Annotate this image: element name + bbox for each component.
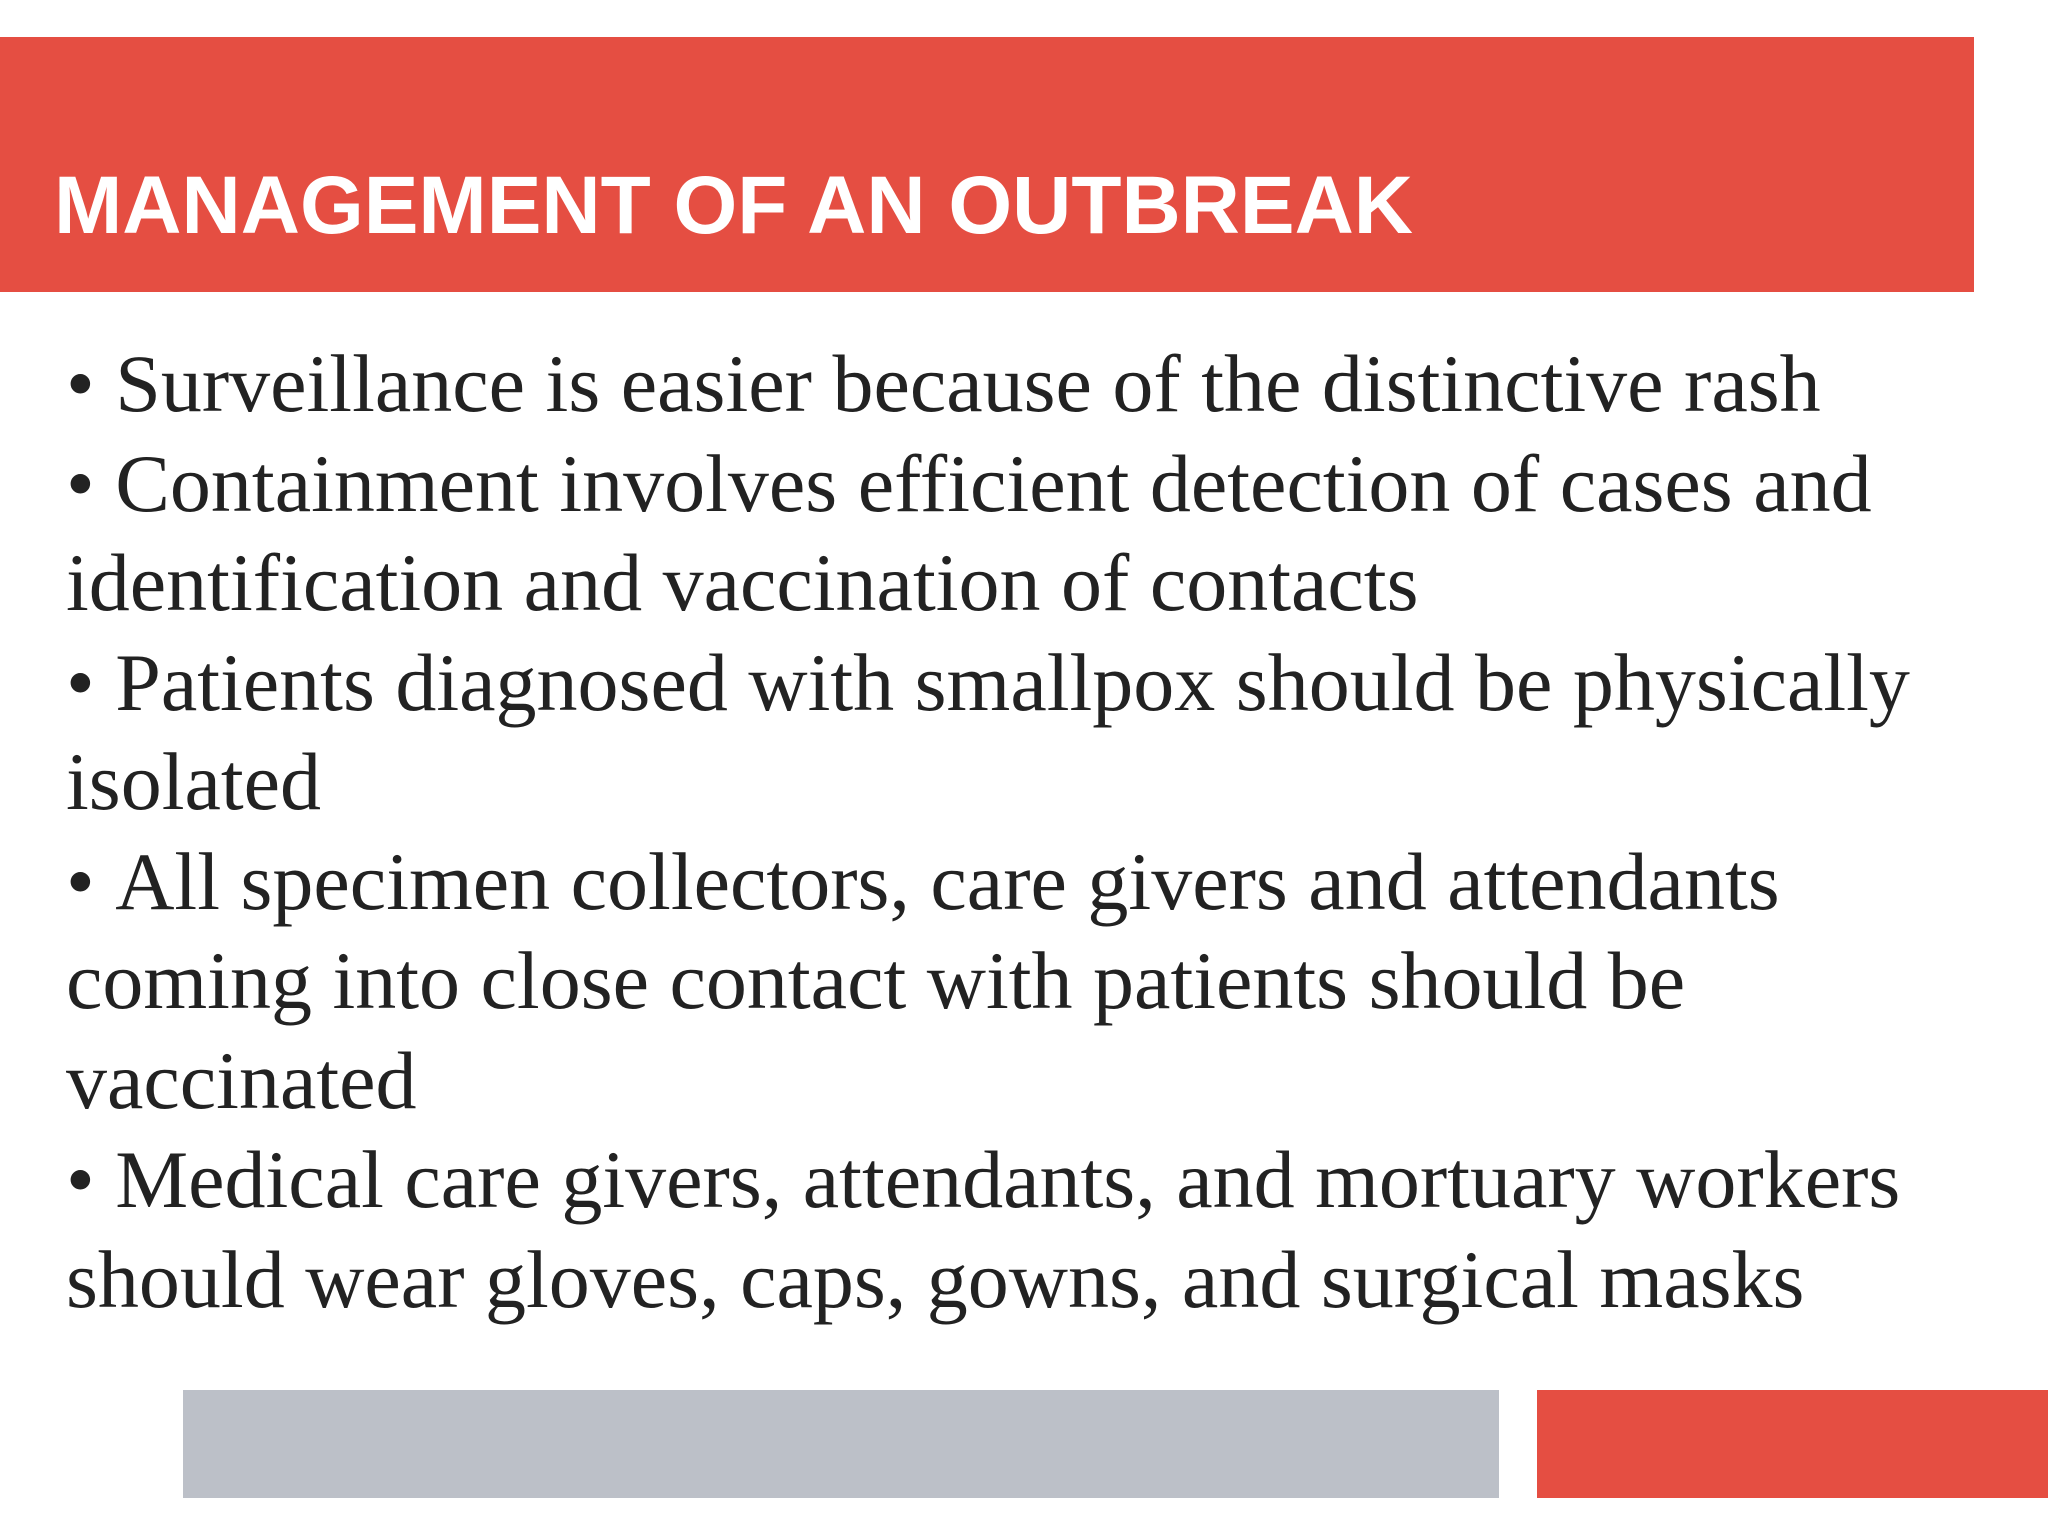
footer-gray-bar: [183, 1390, 1499, 1498]
footer-red-bar: [1537, 1390, 2048, 1498]
bullet-item: • All specimen collectors, care givers and attendants coming into close contact with patients should be vaccinated: [66, 832, 1996, 1131]
bullet-item: • Medical care givers, attendants, and mortuary workers should wear gloves, caps, gowns, and surgical masks: [66, 1130, 1996, 1329]
bullet-list: [66, 334, 1996, 1329]
bullet-item: • Containment involves efficient detection of cases and identification and vaccination of contacts: [66, 434, 1996, 633]
slide-title: MANAGEMENT OF AN OUTBREAK: [54, 160, 1414, 251]
bullet-item: • Patients diagnosed with smallpox should be physically isolated: [66, 633, 1996, 832]
bullet-item: • Surveillance is easier because of the distinctive rash: [66, 334, 1996, 434]
